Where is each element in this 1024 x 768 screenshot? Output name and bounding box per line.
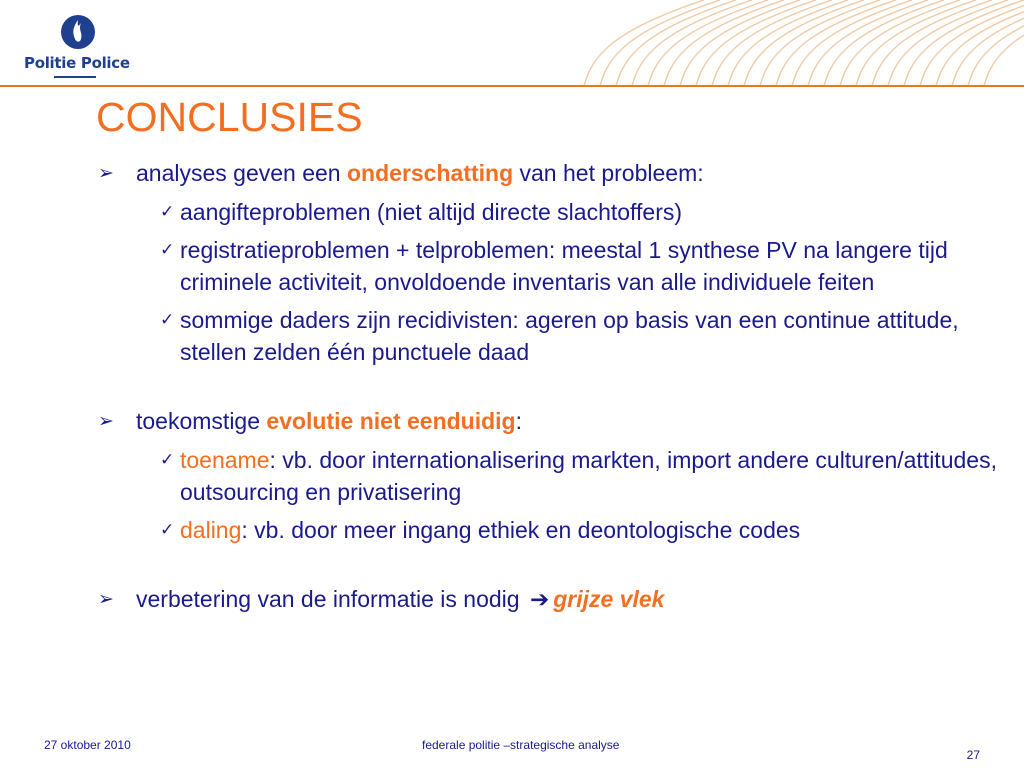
right-arrow-icon: ➔ <box>529 587 550 613</box>
bullet-information-improvement <box>98 582 998 617</box>
bullet-text-post: van het probleem: <box>513 160 704 186</box>
bullet-text-pre: toekomstige <box>136 408 267 434</box>
bullet-future-evolution <box>98 404 998 438</box>
bullet-text-pre: verbetering van de informatie is nodig <box>136 586 526 612</box>
arrow-bullet-icon: ➢ <box>98 410 114 432</box>
checkmark-icon: ✓ <box>160 310 175 330</box>
sub-bullet <box>160 196 998 228</box>
decorative-wave-lines <box>574 0 1024 86</box>
sub-bullet-text: : vb. door meer ingang ethiek en deontologische codes <box>241 517 801 543</box>
arrow-bullet-icon: ➢ <box>98 162 114 184</box>
checkmark-icon: ✓ <box>160 520 175 540</box>
sub-bullet-text: registratieproblemen + telproblemen: meestal 1 synthese PV na langere tijd criminele activiteit, onvoldoende inventaris van alle individuele feiten <box>180 237 948 295</box>
page-number: 27 <box>966 748 980 762</box>
slide-content <box>98 156 998 617</box>
page-title: CONCLUSIES <box>96 94 363 140</box>
flame-emblem-icon <box>60 12 96 52</box>
bullet-text-pre: analyses geven een <box>136 160 347 186</box>
bullet-highlight: evolutie niet eenduidig <box>266 408 516 434</box>
bullet-underestimation <box>98 156 998 190</box>
bullet-highlight: grijze vlek <box>553 586 665 612</box>
bullet-highlight: onderschatting <box>347 160 514 186</box>
decorative-line <box>968 0 1024 86</box>
sub-bullet <box>160 444 998 508</box>
sub-bullet-highlight: daling <box>180 517 242 543</box>
sub-bullet-text: aangifteproblemen (niet altijd directe slachtoffers) <box>180 199 683 225</box>
sub-bullet-text: : vb. door internationalisering markten, import andere culturen/attitudes, outsourcing en privatisering <box>180 447 997 505</box>
logo-underline <box>54 76 96 78</box>
sub-bullet <box>160 234 998 298</box>
sub-bullet-highlight: toename <box>180 447 270 473</box>
politie-logo <box>18 12 136 84</box>
checkmark-icon: ✓ <box>160 240 175 260</box>
sub-bullet <box>160 304 998 368</box>
checkmark-icon: ✓ <box>160 450 175 470</box>
sub-bullet <box>160 514 998 546</box>
arrow-bullet-icon: ➢ <box>98 588 114 610</box>
footer-center-text: federale politie –strategische analyse <box>422 738 620 752</box>
logo-text: Politie Police <box>24 54 130 72</box>
sub-bullet-text: sommige daders zijn recidivisten: ageren op basis van een continue attitude, stellen zelden één punctuele daad <box>180 307 959 365</box>
header-divider <box>0 85 1024 87</box>
footer-date: 27 oktober 2010 <box>44 738 131 752</box>
bullet-text-post: : <box>515 408 522 434</box>
checkmark-icon: ✓ <box>160 202 175 222</box>
